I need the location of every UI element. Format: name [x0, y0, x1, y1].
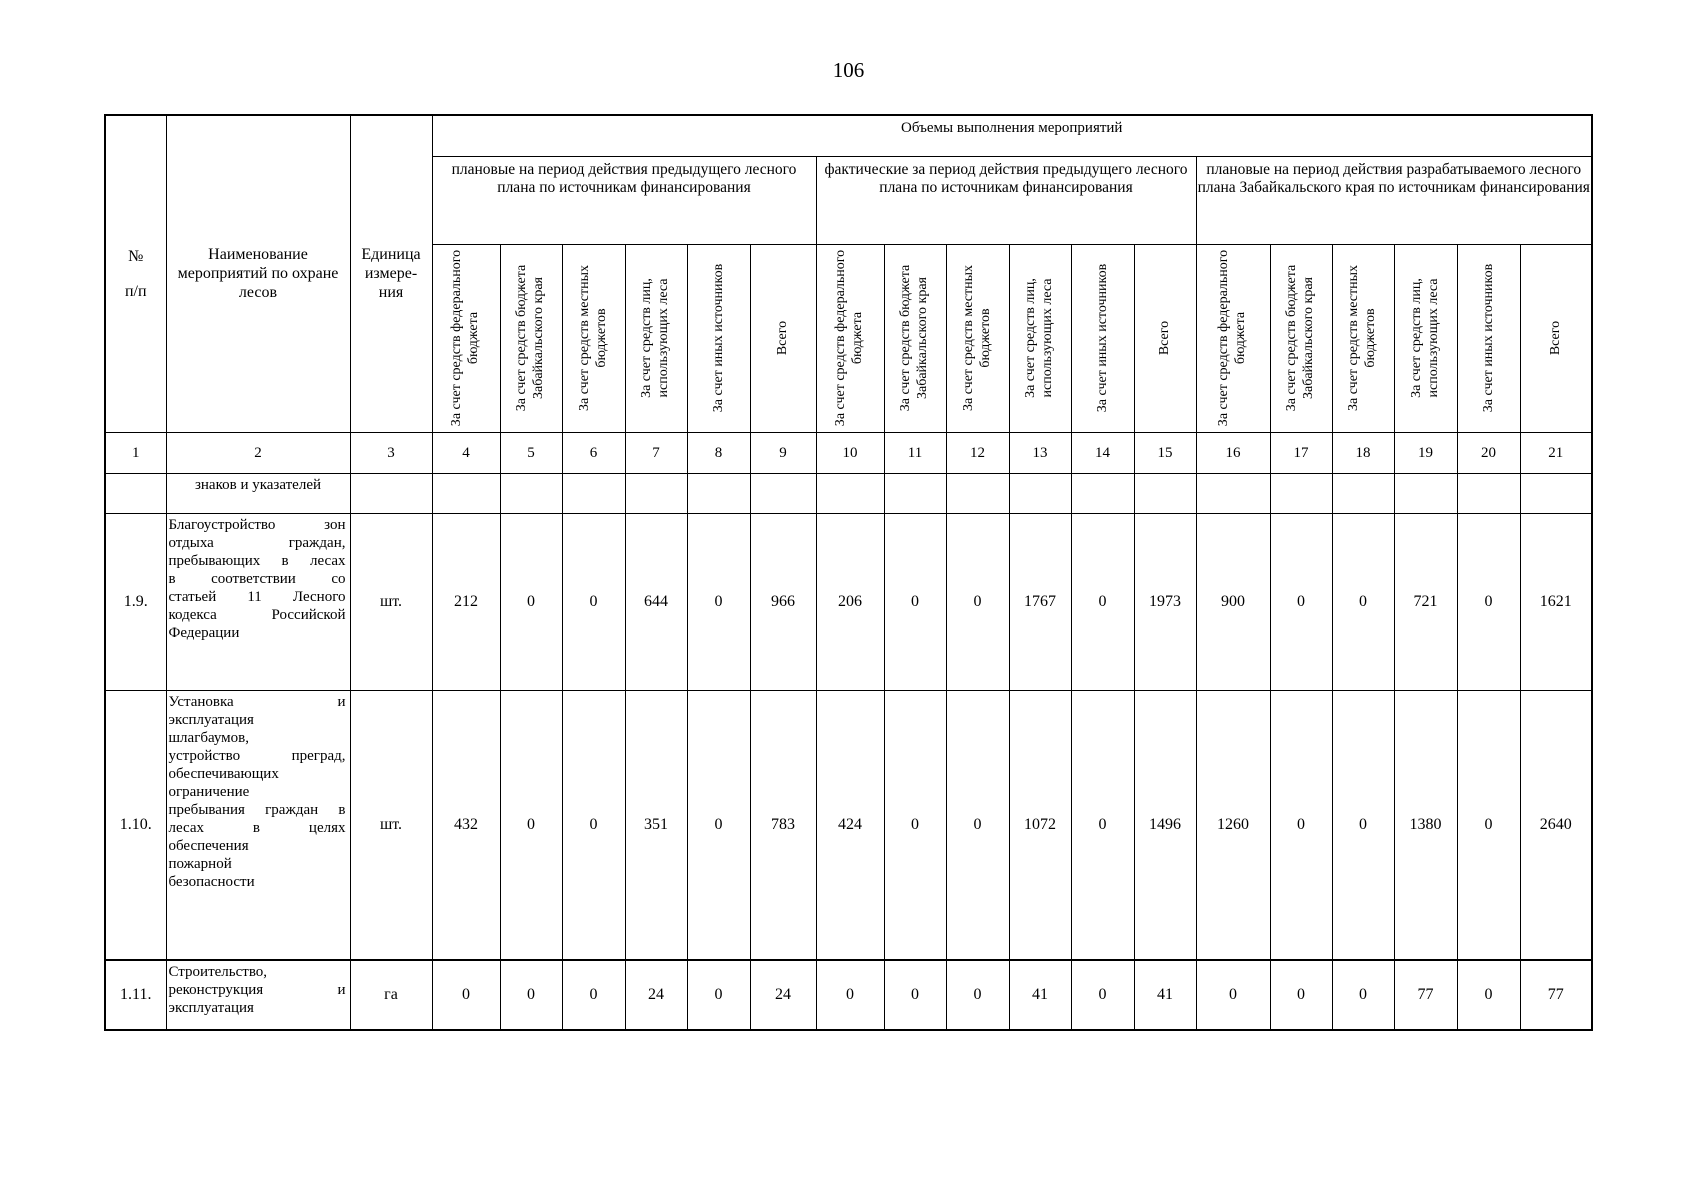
- column-number: 10: [816, 432, 884, 473]
- subheader-label: За счет средств лиц, использующих леса: [1408, 278, 1441, 398]
- row-value: 0: [500, 513, 562, 690]
- row-value: 783: [750, 690, 816, 960]
- row-value: 0: [1332, 960, 1394, 1030]
- table-body: [105, 115, 1592, 1030]
- subheader-cell: [1520, 244, 1592, 432]
- row-value: 24: [750, 960, 816, 1030]
- column-number: 5: [500, 432, 562, 473]
- row-value: 0: [884, 690, 946, 960]
- subheader-label: За счет средств лиц, использующих леса: [639, 278, 671, 398]
- row-name: [166, 690, 350, 960]
- subheader-label: За счет средств местных бюджетов: [576, 265, 609, 411]
- row-value: 0: [884, 513, 946, 690]
- subheader-label: За счет иных источников: [1480, 263, 1496, 413]
- row-value: 0: [1270, 960, 1332, 1030]
- subheader-cell: [1134, 244, 1196, 432]
- column-number: 19: [1394, 432, 1457, 473]
- row-name-line: пребывания граждан в: [168, 801, 346, 818]
- subheader-cell: [816, 244, 884, 432]
- header-name: Наименование мероприятий по охране лесов: [166, 115, 350, 432]
- column-number: 2: [166, 432, 350, 473]
- row-value: 0: [1457, 960, 1520, 1030]
- row-name-line: статьей 11 Лесного: [168, 588, 346, 605]
- row-name-line: отдыха граждан,: [168, 534, 346, 551]
- row-name-line: знаков и указателей: [194, 476, 322, 493]
- column-number: 1: [105, 432, 166, 473]
- subheader-cell: [1071, 244, 1134, 432]
- column-number: 13: [1009, 432, 1071, 473]
- row-value: 966: [750, 513, 816, 690]
- header-group-planned-previous: плановые на период действия предыдущего лесного плана по источникам финансирования: [432, 156, 816, 244]
- row-value: 0: [1270, 690, 1332, 960]
- row-unit: га: [350, 960, 432, 1030]
- row-name: [166, 960, 350, 1030]
- subheader-label: Всего: [1156, 320, 1172, 356]
- row-name-line: пребывающих в лесах: [168, 552, 346, 569]
- subheader-cell: [884, 244, 946, 432]
- subheader-cell: [1196, 244, 1270, 432]
- subheader-cell: [432, 244, 500, 432]
- row-name-line: обеспечения: [168, 837, 249, 854]
- subheader-cell: [1457, 244, 1520, 432]
- row-value: 0: [1332, 690, 1394, 960]
- row-value: 41: [1134, 960, 1196, 1030]
- row-name-line: устройство преград,: [168, 747, 346, 764]
- row-name-line: Строительство,: [168, 964, 268, 980]
- row-value: 0: [1270, 513, 1332, 690]
- row-value: 0: [500, 960, 562, 1030]
- subheader-label: За счет средств местных бюджетов: [960, 265, 993, 411]
- row-name-line: ограничение: [168, 783, 250, 800]
- row-number: 1.10.: [105, 690, 166, 960]
- subheader-label: За счет средств федерального бюджета: [449, 249, 481, 427]
- row-value: 1380: [1394, 690, 1457, 960]
- subheader-cell: [1009, 244, 1071, 432]
- row-value: [625, 473, 687, 513]
- row-value: 1973: [1134, 513, 1196, 690]
- header-group-actual-previous: фактические за период действия предыдущего лесного плана по источникам финансирования: [816, 156, 1196, 244]
- row-name-line: эксплуатация: [168, 711, 254, 728]
- subheader-cell: [500, 244, 562, 432]
- header-unit: Единица измере-ния: [350, 115, 432, 432]
- row-name-line: Федерации: [168, 624, 240, 641]
- row-value: 0: [562, 960, 625, 1030]
- row-value: 1496: [1134, 690, 1196, 960]
- row-value: 0: [1457, 513, 1520, 690]
- header-num: № п/п: [105, 115, 166, 432]
- table-row: [105, 473, 1592, 513]
- subheader-cell: [750, 244, 816, 432]
- row-value: 212: [432, 513, 500, 690]
- subheader-cell: [562, 244, 625, 432]
- row-value: [884, 473, 946, 513]
- row-name-line: шлагбаумов,: [168, 729, 250, 746]
- row-value: 41: [1009, 960, 1071, 1030]
- column-number: 3: [350, 432, 432, 473]
- row-value: 0: [687, 960, 750, 1030]
- column-number: 7: [625, 432, 687, 473]
- row-value: [1009, 473, 1071, 513]
- row-value: 900: [1196, 513, 1270, 690]
- column-number: 14: [1071, 432, 1134, 473]
- row-value: 0: [562, 513, 625, 690]
- row-value: 1621: [1520, 513, 1592, 690]
- row-name-line: эксплуатация: [168, 1000, 254, 1016]
- subheader-label: За счет иных источников: [1094, 263, 1110, 413]
- row-value: [1270, 473, 1332, 513]
- subheader-cell: [946, 244, 1009, 432]
- row-value: [500, 473, 562, 513]
- column-number: 16: [1196, 432, 1270, 473]
- row-value: 424: [816, 690, 884, 960]
- column-number: 17: [1270, 432, 1332, 473]
- column-number: 11: [884, 432, 946, 473]
- row-value: 206: [816, 513, 884, 690]
- header-group-planned-new: плановые на период действия разрабатываемого лесного плана Забайкальского края по источникам финансирования: [1196, 156, 1592, 244]
- row-value: 351: [625, 690, 687, 960]
- row-name-line: в соответствии со: [168, 570, 346, 587]
- row-name-line: реконструкция и: [168, 982, 346, 998]
- row-value: 0: [884, 960, 946, 1030]
- subheader-label: За счет средств лиц, использующих леса: [1023, 278, 1055, 398]
- row-value: 0: [562, 690, 625, 960]
- row-value: [687, 473, 750, 513]
- row-value: 0: [687, 513, 750, 690]
- row-value: 0: [816, 960, 884, 1030]
- row-value: 2640: [1520, 690, 1592, 960]
- subheader-cell: [625, 244, 687, 432]
- row-value: 432: [432, 690, 500, 960]
- column-number: 6: [562, 432, 625, 473]
- row-name: [166, 473, 350, 513]
- subheader-label: Всего: [774, 320, 790, 356]
- row-unit: [350, 473, 432, 513]
- forest-protection-table: [104, 114, 1593, 1031]
- subheader-label: За счет средств бюджета Забайкальского края: [1284, 264, 1316, 412]
- row-name-line: Благоустройство зон: [168, 516, 346, 533]
- row-value: 0: [946, 690, 1009, 960]
- row-value: [816, 473, 884, 513]
- row-value: 0: [432, 960, 500, 1030]
- row-name-line: Установка и: [168, 693, 346, 710]
- column-number: 21: [1520, 432, 1592, 473]
- page-number: 106: [832, 58, 865, 82]
- row-number: 1.11.: [105, 960, 166, 1030]
- subheader-label: Всего: [1547, 320, 1563, 356]
- row-value: 1260: [1196, 690, 1270, 960]
- row-value: 721: [1394, 513, 1457, 690]
- subheader-cell: [1394, 244, 1457, 432]
- row-value: [1196, 473, 1270, 513]
- subheader-cell: [1332, 244, 1394, 432]
- row-value: 0: [1071, 960, 1134, 1030]
- header-row-1: [105, 115, 1592, 156]
- row-value: 0: [687, 690, 750, 960]
- row-unit: шт.: [350, 690, 432, 960]
- header-volumes: Объемы выполнения мероприятий: [432, 115, 1592, 156]
- column-number: 8: [687, 432, 750, 473]
- column-number: 18: [1332, 432, 1394, 473]
- table-row: [105, 690, 1592, 960]
- row-value: 24: [625, 960, 687, 1030]
- row-value: [750, 473, 816, 513]
- column-number: 9: [750, 432, 816, 473]
- row-value: [562, 473, 625, 513]
- table-row: [105, 960, 1592, 1030]
- row-value: 77: [1520, 960, 1592, 1030]
- row-value: 0: [1457, 690, 1520, 960]
- row-name-line: обеспечивающих: [168, 765, 279, 782]
- row-value: [1520, 473, 1592, 513]
- row-value: 0: [500, 690, 562, 960]
- subheader-label: За счет средств федерального бюджета: [833, 249, 865, 427]
- row-name-line: кодекса Российской: [168, 606, 346, 623]
- row-value: 0: [1071, 690, 1134, 960]
- row-value: 77: [1394, 960, 1457, 1030]
- row-value: 0: [1332, 513, 1394, 690]
- row-value: 0: [946, 960, 1009, 1030]
- subheader-label: За счет средств местных бюджетов: [1346, 265, 1378, 411]
- subheader-cell: [687, 244, 750, 432]
- row-name-line: пожарной: [168, 855, 232, 872]
- row-value: [946, 473, 1009, 513]
- row-value: 0: [946, 513, 1009, 690]
- row-value: 644: [625, 513, 687, 690]
- row-value: 1072: [1009, 690, 1071, 960]
- row-value: [1134, 473, 1196, 513]
- subheader-label: За счет иных источников: [710, 263, 726, 413]
- row-value: 1767: [1009, 513, 1071, 690]
- row-value: [1394, 473, 1457, 513]
- column-number: 15: [1134, 432, 1196, 473]
- row-value: [1071, 473, 1134, 513]
- row-number: 1.9.: [105, 513, 166, 690]
- column-numbers-row: [105, 432, 1592, 473]
- subheader-label: За счет средств бюджета Забайкальского края: [514, 264, 546, 412]
- row-value: [1332, 473, 1394, 513]
- column-number: 20: [1457, 432, 1520, 473]
- row-value: 0: [1196, 960, 1270, 1030]
- column-number: 12: [946, 432, 1009, 473]
- subheader-label: За счет средств федерального бюджета: [1216, 249, 1248, 427]
- row-unit: шт.: [350, 513, 432, 690]
- row-name-line: лесах в целях: [168, 819, 346, 836]
- subheader-cell: [1270, 244, 1332, 432]
- row-value: [1457, 473, 1520, 513]
- column-number: 4: [432, 432, 500, 473]
- row-value: [432, 473, 500, 513]
- row-name: [166, 513, 350, 690]
- row-value: 0: [1071, 513, 1134, 690]
- row-number: [105, 473, 166, 513]
- subheader-label: За счет средств бюджета Забайкальского края: [898, 264, 930, 412]
- table-row: [105, 513, 1592, 690]
- row-name-line: безопасности: [168, 873, 255, 890]
